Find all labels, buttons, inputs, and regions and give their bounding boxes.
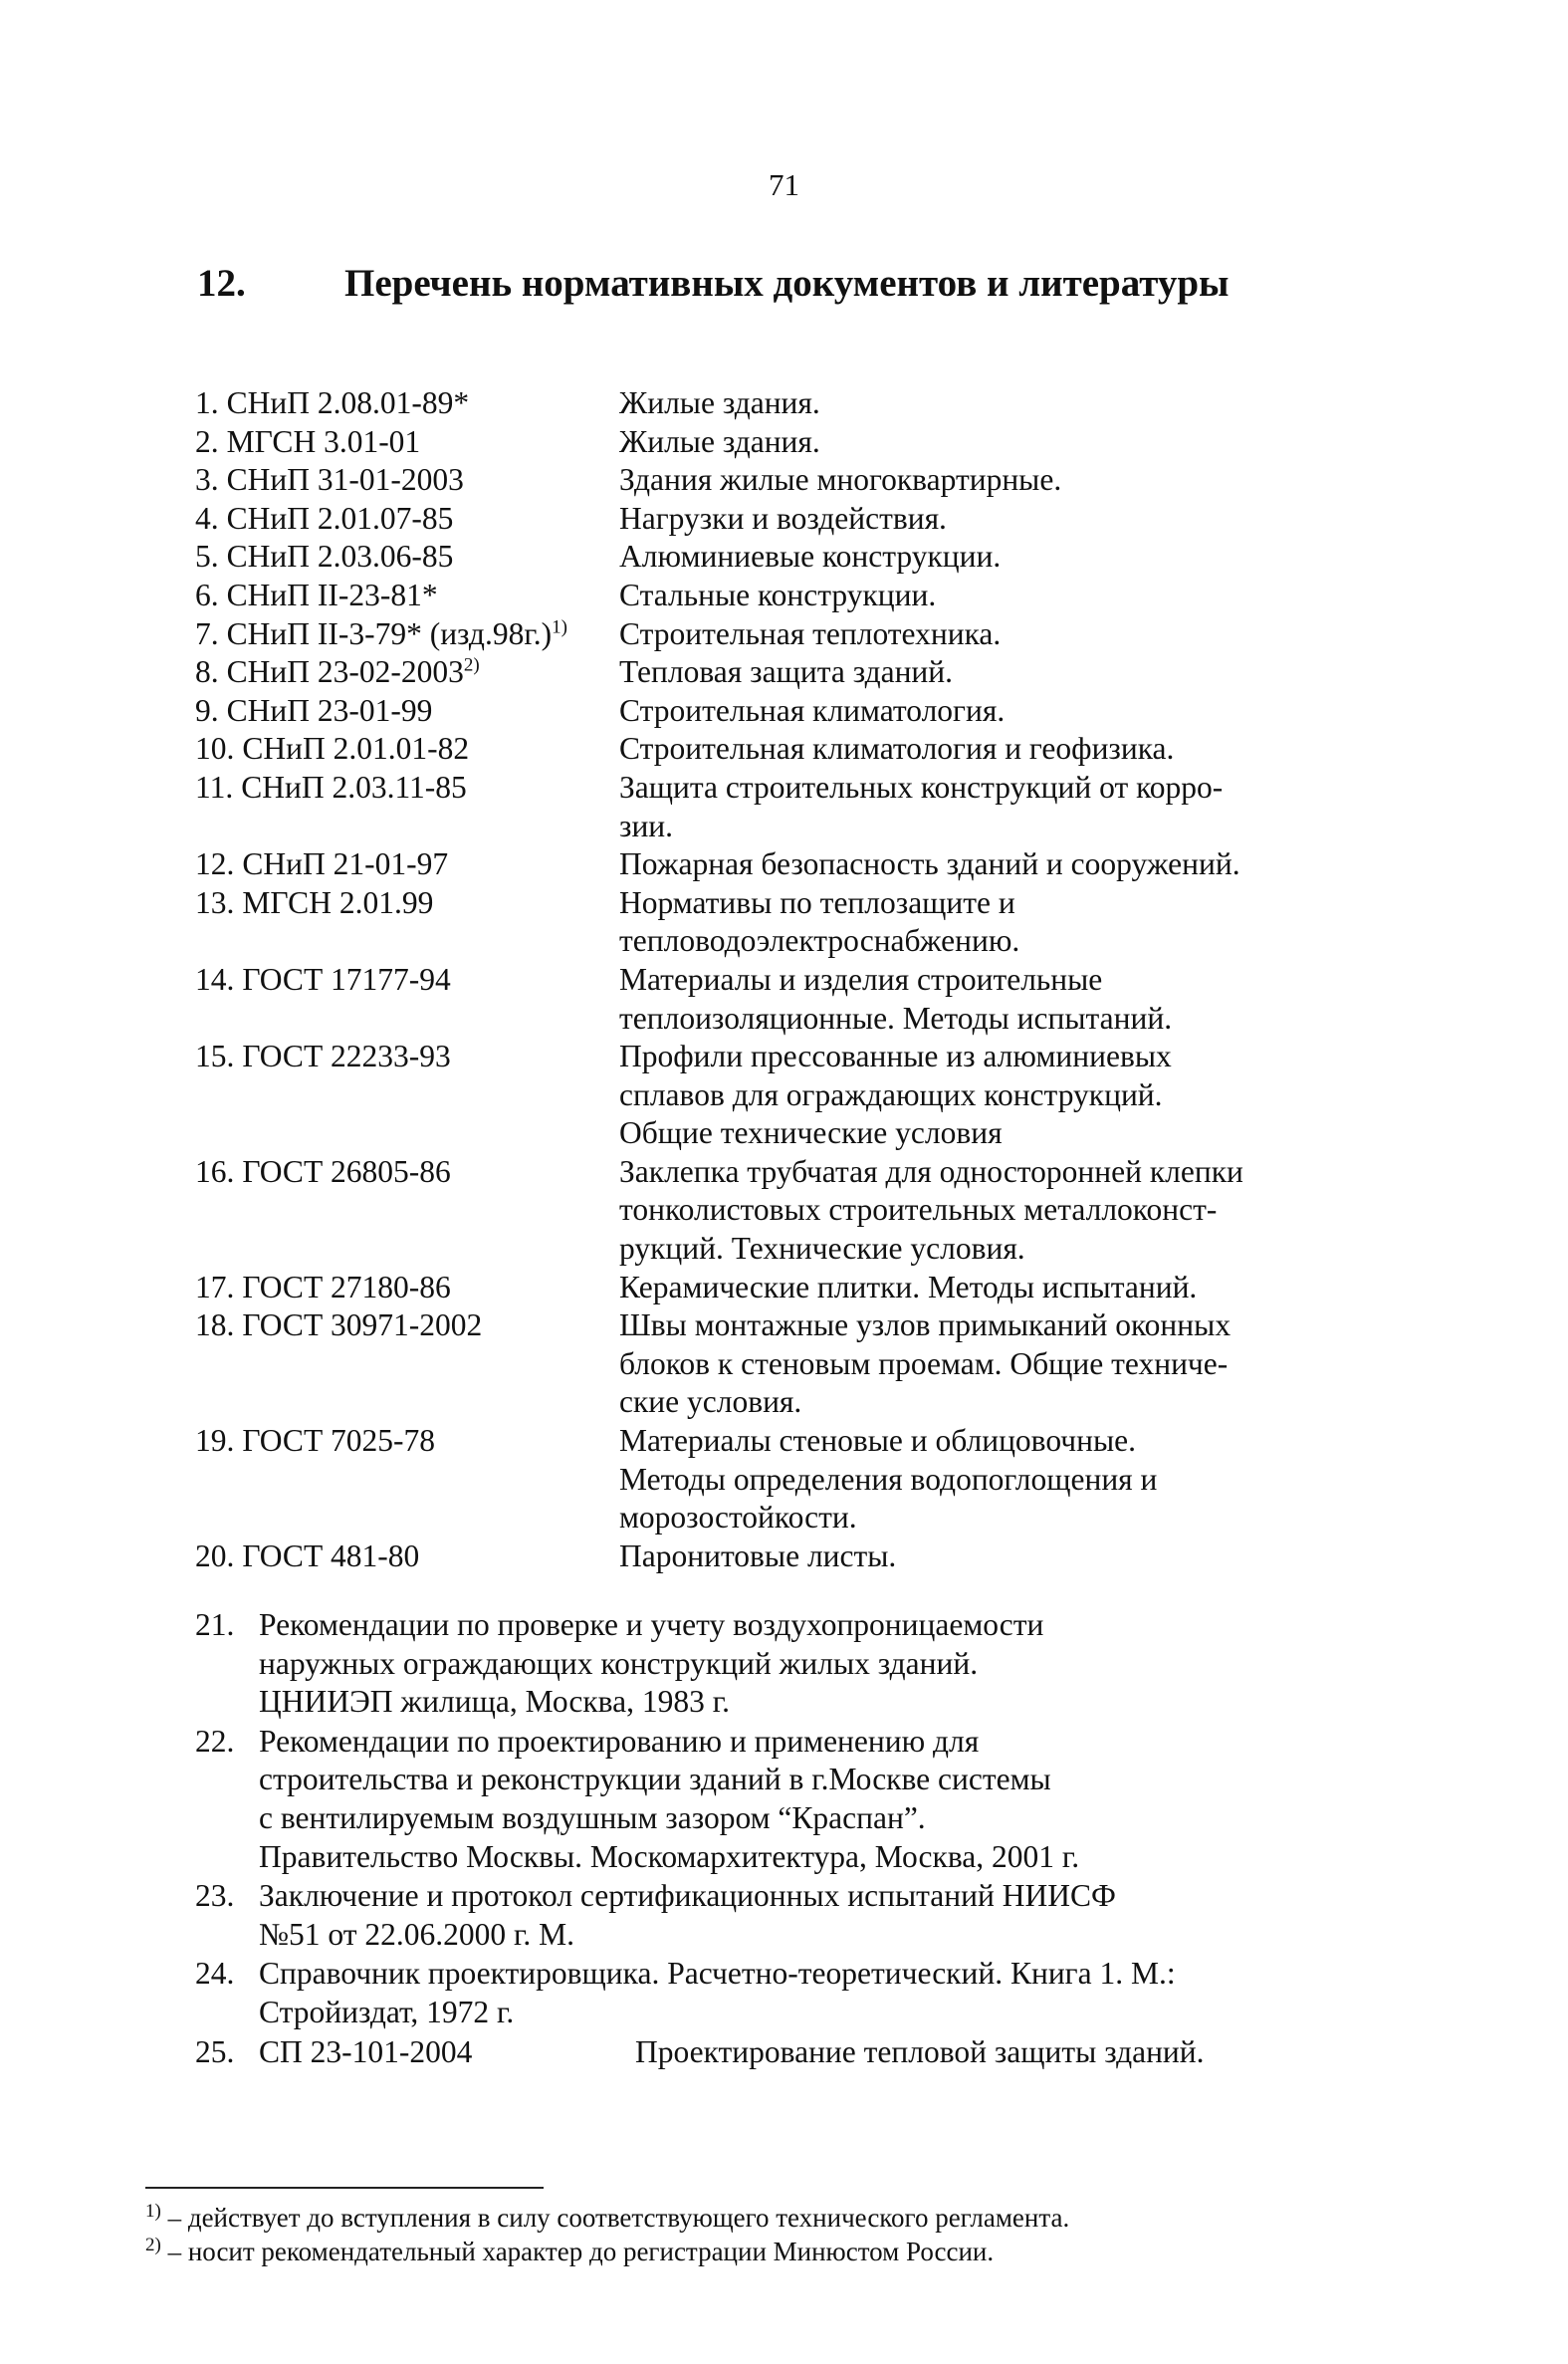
item-number: 22. — [195, 1723, 235, 1759]
description-line: Здания жилые многоквартирные. — [619, 462, 1062, 498]
document-description — [619, 1306, 1330, 1422]
description-line: Общие технические условия — [619, 1115, 1003, 1151]
list-item — [195, 1877, 1280, 1954]
item-number: 8. — [195, 654, 219, 690]
reference-line: строительства и реконструкции зданий в г.Москве системы — [259, 1762, 1051, 1797]
description-line: Нагрузки и воздействия. — [619, 500, 947, 536]
item-number: 25. — [195, 2033, 235, 2069]
page-number: 71 — [769, 167, 799, 202]
footnotes — [145, 2201, 1440, 2268]
reference-line: Справочник проектировщика. Расчетно-теоретический. Книга 1. М.: — [259, 1956, 1176, 1992]
description-line: Паронитовые листы. — [619, 1537, 897, 1573]
list-item — [195, 769, 1330, 845]
description-line: сплавов для ограждающих конструкций. — [619, 1076, 1163, 1112]
document-code — [195, 538, 619, 577]
reference-line: Заключение и протокол сертификационных испытаний НИИСФ — [259, 1878, 1116, 1914]
document-code: СП 23-101-2004 — [259, 2033, 473, 2069]
document-description — [619, 615, 1330, 654]
document-code — [195, 692, 619, 731]
document-number: ГОСТ 481-80 — [242, 1537, 420, 1573]
document-code — [195, 845, 619, 884]
list-item — [195, 884, 1330, 961]
document-number: СНиП 21-01-97 — [242, 846, 449, 882]
description-line: Жилые здания. — [619, 423, 820, 459]
description-line: Керамические плитки. Методы испытаний. — [619, 1269, 1198, 1304]
description-line: Стальные конструкции. — [619, 577, 937, 612]
footnote-reference: 1) — [552, 616, 567, 638]
item-number: 6. — [195, 577, 219, 612]
list-item — [195, 2033, 1280, 2072]
footnote-mark: 2) — [145, 2235, 161, 2255]
description-line: Тепловая защита зданий. — [619, 654, 954, 690]
list-item — [195, 1269, 1330, 1307]
reference-line: Рекомендации по проверке и учету воздухопроницаемости — [259, 1607, 1044, 1642]
description-line: Защита строительных конструкций от корро- — [619, 769, 1224, 805]
reference-line: ЦНИИЭП жилища, Москва, 1983 г. — [259, 1684, 730, 1720]
item-body — [259, 1606, 1280, 1722]
item-number: 19. — [195, 1423, 235, 1459]
document-description — [619, 730, 1330, 769]
document-description — [619, 884, 1330, 961]
document-code — [195, 1153, 619, 1192]
list-item — [195, 615, 1330, 654]
document-description — [619, 845, 1330, 884]
item-number: 20. — [195, 1537, 235, 1573]
document-number: СНиП II-3-79* (изд.98г.) — [226, 615, 553, 651]
document-number: ГОСТ 17177-94 — [242, 961, 451, 997]
document-description — [619, 1269, 1330, 1307]
document-code — [195, 1269, 619, 1307]
document-number: СНиП 2.03.06-85 — [226, 539, 454, 575]
document-code — [195, 1306, 619, 1345]
list-item — [195, 538, 1330, 577]
document-description — [619, 1038, 1330, 1153]
footnote-mark: 1) — [145, 2201, 161, 2222]
reference-line: Правительство Москвы. Москомархитектура, Москва, 2001 г. — [259, 1838, 1080, 1874]
document-code — [195, 461, 619, 500]
list-item — [195, 845, 1330, 884]
item-number: 4. — [195, 500, 219, 536]
literature-list — [195, 1606, 1280, 2072]
description-line: Профили прессованные из алюминиевых — [619, 1039, 1172, 1074]
document-number: ГОСТ 27180-86 — [242, 1269, 451, 1304]
list-item — [195, 1537, 1330, 1576]
reference-line: с вентилируемым воздушным зазором “Краспан”. — [259, 1799, 926, 1835]
footnote-text: – действует до вступления в силу соответствующего технического регламента. — [160, 2203, 1070, 2233]
item-number: 13. — [195, 884, 235, 920]
document-description — [619, 461, 1330, 500]
document-number: СНиП 2.03.11-85 — [241, 769, 467, 805]
document-number: ГОСТ 26805-86 — [242, 1153, 451, 1189]
document-description — [619, 1153, 1330, 1269]
section-heading: Перечень нормативных документов и литературы — [344, 262, 1230, 305]
description-line: Строительная климатология и геофизика. — [619, 731, 1175, 767]
description-line: Алюминиевые конструкции. — [619, 539, 1002, 575]
list-item — [195, 1306, 1330, 1422]
document-code — [195, 1537, 619, 1576]
list-item — [195, 461, 1330, 500]
document-number: МГСН 2.01.99 — [242, 884, 434, 920]
item-number: 7. — [195, 615, 219, 651]
reference-line: Рекомендации по проектированию и применению для — [259, 1723, 980, 1759]
document-code — [195, 423, 619, 462]
item-number: 24. — [195, 1956, 235, 1992]
item-number: 9. — [195, 692, 219, 728]
item-number: 11. — [195, 769, 234, 805]
list-item — [195, 653, 1330, 692]
list-item — [195, 1723, 1280, 1876]
document-description — [619, 500, 1330, 539]
item-number: 10. — [195, 731, 235, 767]
list-item — [195, 500, 1330, 539]
list-item — [195, 1422, 1330, 1537]
description-line: тонколистовых строительных металлоконст- — [619, 1192, 1218, 1228]
footnote — [145, 2201, 1440, 2235]
item-number: 17. — [195, 1269, 235, 1304]
item-body — [259, 1877, 1280, 1954]
description-line: блоков к стеновым проемам. Общие техниче- — [619, 1345, 1229, 1381]
reference-line: Стройиздат, 1972 г. — [259, 1994, 515, 2029]
document-number: ГОСТ 22233-93 — [242, 1039, 451, 1074]
description-line: зии. — [619, 808, 674, 843]
description-line: Строительная теплотехника. — [619, 615, 1002, 651]
reference-line: №51 от 22.06.2000 г. М. — [259, 1916, 575, 1952]
section-number: 12. — [197, 262, 246, 305]
section-title — [197, 261, 1230, 306]
document-code — [195, 769, 619, 808]
document-number: СНиП II-23-81* — [226, 577, 438, 612]
list-item — [195, 961, 1330, 1038]
footnote-divider — [145, 2187, 544, 2189]
description-line: рукций. Технические условия. — [619, 1231, 1025, 1267]
document-number: СНиП 23-02-2003 — [226, 654, 464, 690]
item-number: 18. — [195, 1307, 235, 1343]
document-description — [619, 653, 1330, 692]
document-number: СНиП 2.01.01-82 — [242, 731, 470, 767]
footnote-reference: 2) — [463, 654, 480, 676]
normative-documents-list — [195, 384, 1330, 1575]
document-description — [619, 577, 1330, 615]
document-code — [195, 884, 619, 923]
description-line: Методы определения водопоглощения и — [619, 1461, 1158, 1497]
document-code — [195, 1422, 619, 1461]
description-line: Жилые здания. — [619, 385, 820, 420]
document-code — [195, 730, 619, 769]
description-line: ские условия. — [619, 1384, 802, 1420]
document-number: СНиП 2.08.01-89* — [226, 385, 470, 420]
document-number: ГОСТ 30971-2002 — [242, 1307, 483, 1343]
description-line: теплоизоляционные. Методы испытаний. — [619, 1000, 1173, 1036]
document-description — [619, 1422, 1330, 1537]
document-number: МГСН 3.01-01 — [226, 423, 421, 459]
item-number: 16. — [195, 1153, 235, 1189]
description-line: Заклепка трубчатая для односторонней клепки — [619, 1153, 1243, 1189]
item-number: 21. — [195, 1607, 235, 1642]
item-number: 12. — [195, 846, 235, 882]
description-line: Материалы и изделия строительные — [619, 961, 1103, 997]
document-number: СНиП 2.01.07-85 — [226, 500, 454, 536]
item-number: 15. — [195, 1039, 235, 1074]
document-code — [195, 615, 619, 654]
item-number: 5. — [195, 539, 219, 575]
document-number: СНиП 23-01-99 — [226, 692, 433, 728]
document-number: ГОСТ 7025-78 — [242, 1423, 436, 1459]
document-description — [619, 961, 1330, 1038]
item-body — [259, 1955, 1280, 2031]
description-line: Строительная климатология. — [619, 692, 1006, 728]
document-description — [619, 423, 1330, 462]
document-code — [195, 1038, 619, 1076]
document-description — [619, 384, 1330, 423]
document-code — [195, 653, 619, 692]
list-item — [195, 1606, 1280, 1722]
document-code — [195, 500, 619, 539]
footnote — [145, 2235, 1440, 2268]
item-number: 3. — [195, 462, 219, 498]
item-number: 14. — [195, 961, 235, 997]
list-item — [195, 692, 1330, 731]
item-body — [259, 2033, 1280, 2072]
list-item — [195, 1955, 1280, 2031]
list-item — [195, 423, 1330, 462]
list-item — [195, 577, 1330, 615]
document-description: Проектирование тепловой защиты зданий. — [635, 2033, 1205, 2069]
list-item — [195, 1038, 1330, 1153]
list-item — [195, 1153, 1330, 1269]
document-number: СНиП 31-01-2003 — [226, 462, 464, 498]
document-description — [619, 538, 1330, 577]
item-number: 2. — [195, 423, 219, 459]
description-line: Швы монтажные узлов примыканий оконных — [619, 1307, 1232, 1343]
document-code — [195, 384, 619, 423]
list-item — [195, 730, 1330, 769]
description-line: тепловодоэлектроснабжению. — [619, 923, 1020, 959]
document-code — [195, 961, 619, 1000]
document-code — [195, 577, 619, 615]
footnote-text: – носит рекомендательный характер до регистрации Минюстом России. — [160, 2237, 995, 2266]
item-number: 23. — [195, 1878, 235, 1914]
reference-line: наружных ограждающих конструкций жилых зданий. — [259, 1645, 979, 1681]
document-description — [619, 1537, 1330, 1576]
description-line: Нормативы по теплозащите и — [619, 884, 1015, 920]
list-item — [195, 384, 1330, 423]
description-line: морозостойкости. — [619, 1500, 857, 1536]
item-body — [259, 1723, 1280, 1876]
document-description — [619, 692, 1330, 731]
document-description — [619, 769, 1330, 845]
description-line: Пожарная безопасность зданий и сооружений. — [619, 846, 1240, 882]
description-line: Материалы стеновые и облицовочные. — [619, 1423, 1136, 1459]
item-number: 1. — [195, 385, 219, 420]
